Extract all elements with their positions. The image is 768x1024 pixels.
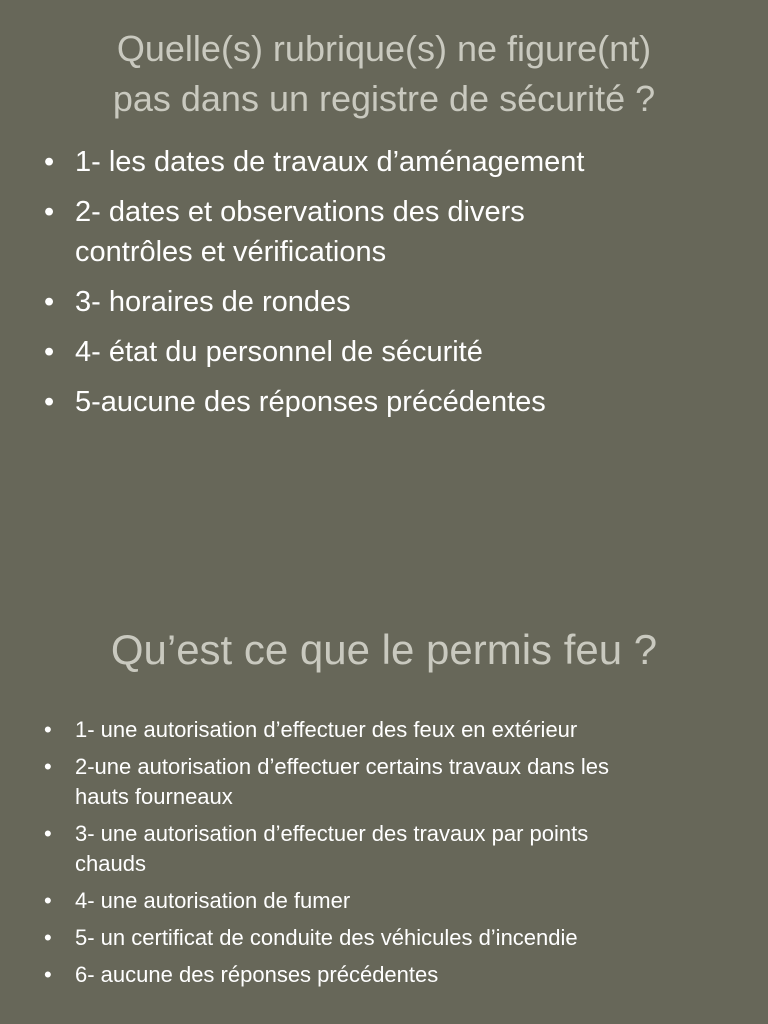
answer-option-1: • 1- les dates de travaux d’aménagement	[0, 142, 768, 182]
question-title: Quelle(s) rubrique(s) ne figure(nt) pas dans un registre de sécurité ?	[112, 28, 656, 119]
answer-option-3: • 3- horaires de rondes	[0, 282, 768, 322]
answer-option-4: • 4- une autorisation de fumer	[0, 886, 768, 916]
answer-option-5: • 5-aucune des réponses précédentes	[0, 382, 768, 422]
answer-options-list	[0, 142, 768, 432]
answer-option-3: • 3- une autorisation d’effectuer des travaux par points chauds	[0, 819, 768, 879]
slide-permis-feu	[0, 512, 768, 1024]
answer-option-2: • 2- dates et observations des divers contrôles et vérifications	[0, 192, 768, 272]
answer-options-list	[0, 715, 768, 997]
answer-option-1: • 1- une autorisation d’effectuer des feux en extérieur	[0, 715, 768, 745]
answer-option-4: • 4- état du personnel de sécurité	[0, 332, 768, 372]
answer-option-5: • 5- un certificat de conduite des véhicules d’incendie	[0, 923, 768, 953]
answer-option-2: • 2-une autorisation d’effectuer certains travaux dans les hauts fourneaux	[0, 752, 768, 812]
question-title: Qu’est ce que le permis feu ?	[110, 626, 658, 673]
answer-option-6: • 6- aucune des réponses précédentes	[0, 960, 768, 990]
